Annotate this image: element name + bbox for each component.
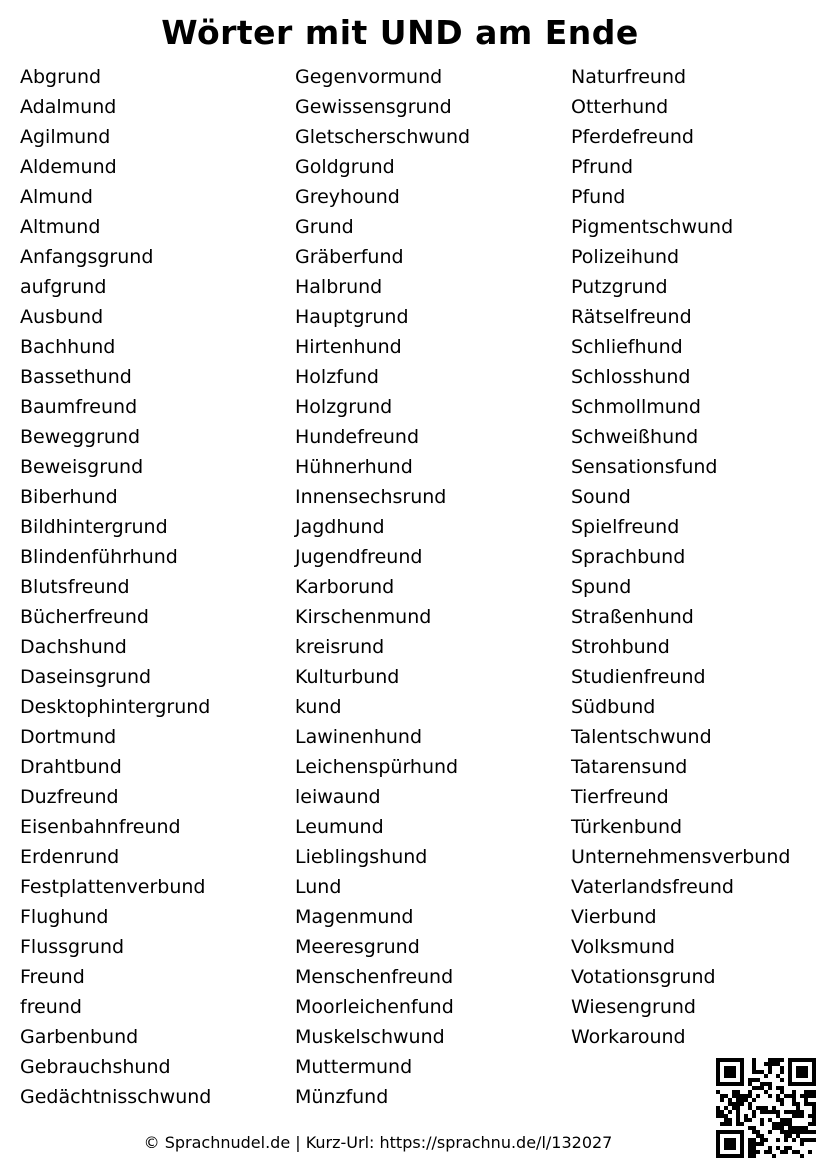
word-item: Karborund — [295, 576, 395, 598]
word-column-3 — [571, 62, 821, 1052]
qr-code-icon — [716, 1058, 816, 1158]
word-item: Agilmund — [20, 126, 111, 148]
word-item: Gewissensgrund — [295, 96, 452, 118]
word-item: Flughund — [20, 906, 109, 928]
word-item: Grund — [295, 216, 354, 238]
word-item: Hühnerhund — [295, 456, 413, 478]
word-item: Drahtbund — [20, 756, 122, 778]
word-item: Erdenrund — [20, 846, 120, 868]
word-item: Muttermund — [295, 1056, 413, 1078]
word-item: Desktophintergrund — [20, 696, 211, 718]
word-item: Studienfreund — [571, 666, 706, 688]
word-item: Baumfreund — [20, 396, 138, 418]
word-item: Altmund — [20, 216, 101, 238]
word-item: Abgrund — [20, 66, 102, 88]
word-item: Unternehmensverbund — [571, 846, 791, 868]
word-item: Lund — [295, 876, 342, 898]
word-item: Tatarensund — [571, 756, 688, 778]
word-item: leiwaund — [295, 786, 381, 808]
word-item: Almund — [20, 186, 93, 208]
word-item: Magenmund — [295, 906, 414, 928]
word-item: Pferdefreund — [571, 126, 694, 148]
word-item: Beweisgrund — [20, 456, 144, 478]
word-item: Schmollmund — [571, 396, 701, 418]
word-item: Gegenvormund — [295, 66, 443, 88]
word-item: Lawinenhund — [295, 726, 423, 748]
word-item: Hundefreund — [295, 426, 420, 448]
word-item: Adalmund — [20, 96, 117, 118]
word-item: Bildhintergrund — [20, 516, 168, 538]
word-item: Muskelschwund — [295, 1026, 445, 1048]
word-item: Workaround — [571, 1026, 686, 1048]
word-item: Beweggrund — [20, 426, 141, 448]
word-item: Gebrauchshund — [20, 1056, 171, 1078]
word-item: Naturfreund — [571, 66, 687, 88]
word-item: Bassethund — [20, 366, 132, 388]
word-item: Kirschenmund — [295, 606, 432, 628]
footer-credit: © Sprachnudel.de | Kurz-Url: https://sprachnu.de/l/132027 — [143, 1133, 613, 1152]
word-item: Flussgrund — [20, 936, 125, 958]
word-item: Vaterlandsfreund — [571, 876, 734, 898]
word-item: Schweißhund — [571, 426, 699, 448]
word-item: Sensationsfund — [571, 456, 718, 478]
word-item: Putzgrund — [571, 276, 668, 298]
word-item: Gräberfund — [295, 246, 404, 268]
word-item: Blindenführhund — [20, 546, 178, 568]
word-item: Biberhund — [20, 486, 118, 508]
word-item: Schlosshund — [571, 366, 691, 388]
word-item: Münzfund — [295, 1086, 389, 1108]
word-item: Spielfreund — [571, 516, 680, 538]
word-item: Tierfreund — [571, 786, 669, 808]
word-item: Ausbund — [20, 306, 104, 328]
word-item: Dortmund — [20, 726, 117, 748]
word-item: Straßenhund — [571, 606, 694, 628]
word-item: Schliefhund — [571, 336, 683, 358]
word-item: Hirtenhund — [295, 336, 402, 358]
word-item: Greyhound — [295, 186, 400, 208]
word-item: Rätselfreund — [571, 306, 692, 328]
word-item: Aldemund — [20, 156, 117, 178]
word-item: Gedächtnisschwund — [20, 1086, 212, 1108]
word-item: Meeresgrund — [295, 936, 420, 958]
word-item: Sound — [571, 486, 631, 508]
word-item: Talentschwund — [571, 726, 712, 748]
word-item: freund — [20, 996, 82, 1018]
word-column-1 — [20, 62, 290, 1112]
word-item: Halbrund — [295, 276, 383, 298]
word-item: Leumund — [295, 816, 384, 838]
word-item: Leichenspürhund — [295, 756, 459, 778]
word-item: Moorleichenfund — [295, 996, 454, 1018]
word-item: Lieblingshund — [295, 846, 428, 868]
word-column-2 — [295, 62, 565, 1112]
word-item: kund — [295, 696, 342, 718]
word-item: Freund — [20, 966, 85, 988]
word-item: Holzgrund — [295, 396, 393, 418]
word-item: Bücherfreund — [20, 606, 149, 628]
word-item: Menschenfreund — [295, 966, 454, 988]
word-item: Jugendfreund — [295, 546, 423, 568]
word-item: Holzfund — [295, 366, 379, 388]
word-item: Eisenbahnfreund — [20, 816, 181, 838]
word-item: Innensechsrund — [295, 486, 447, 508]
word-item: Türkenbund — [571, 816, 683, 838]
word-item: Goldgrund — [295, 156, 395, 178]
word-item: Bachhund — [20, 336, 116, 358]
word-item: Pfund — [571, 186, 626, 208]
word-item: kreisrund — [295, 636, 385, 658]
word-item: Hauptgrund — [295, 306, 409, 328]
word-item: Strohbund — [571, 636, 670, 658]
word-item: Pigmentschwund — [571, 216, 734, 238]
word-item: Blutsfreund — [20, 576, 130, 598]
word-item: Dachshund — [20, 636, 127, 658]
word-item: Votationsgrund — [571, 966, 716, 988]
word-item: Vierbund — [571, 906, 657, 928]
word-item: Daseinsgrund — [20, 666, 152, 688]
word-item: Volksmund — [571, 936, 675, 958]
word-item: Anfangsgrund — [20, 246, 154, 268]
word-item: Pfrund — [571, 156, 634, 178]
word-item: Gletscherschwund — [295, 126, 471, 148]
word-item: Spund — [571, 576, 632, 598]
page-title: Wörter mit UND am Ende — [161, 13, 639, 52]
word-item: Polizeihund — [571, 246, 680, 268]
word-item: Sprachbund — [571, 546, 686, 568]
word-item: Duzfreund — [20, 786, 119, 808]
word-item: Otterhund — [571, 96, 669, 118]
word-item: Wiesengrund — [571, 996, 696, 1018]
word-item: Kulturbund — [295, 666, 400, 688]
word-item: Festplattenverbund — [20, 876, 206, 898]
word-item: Südbund — [571, 696, 656, 718]
word-item: Jagdhund — [295, 516, 385, 538]
word-item: Garbenbund — [20, 1026, 139, 1048]
word-item: aufgrund — [20, 276, 107, 298]
